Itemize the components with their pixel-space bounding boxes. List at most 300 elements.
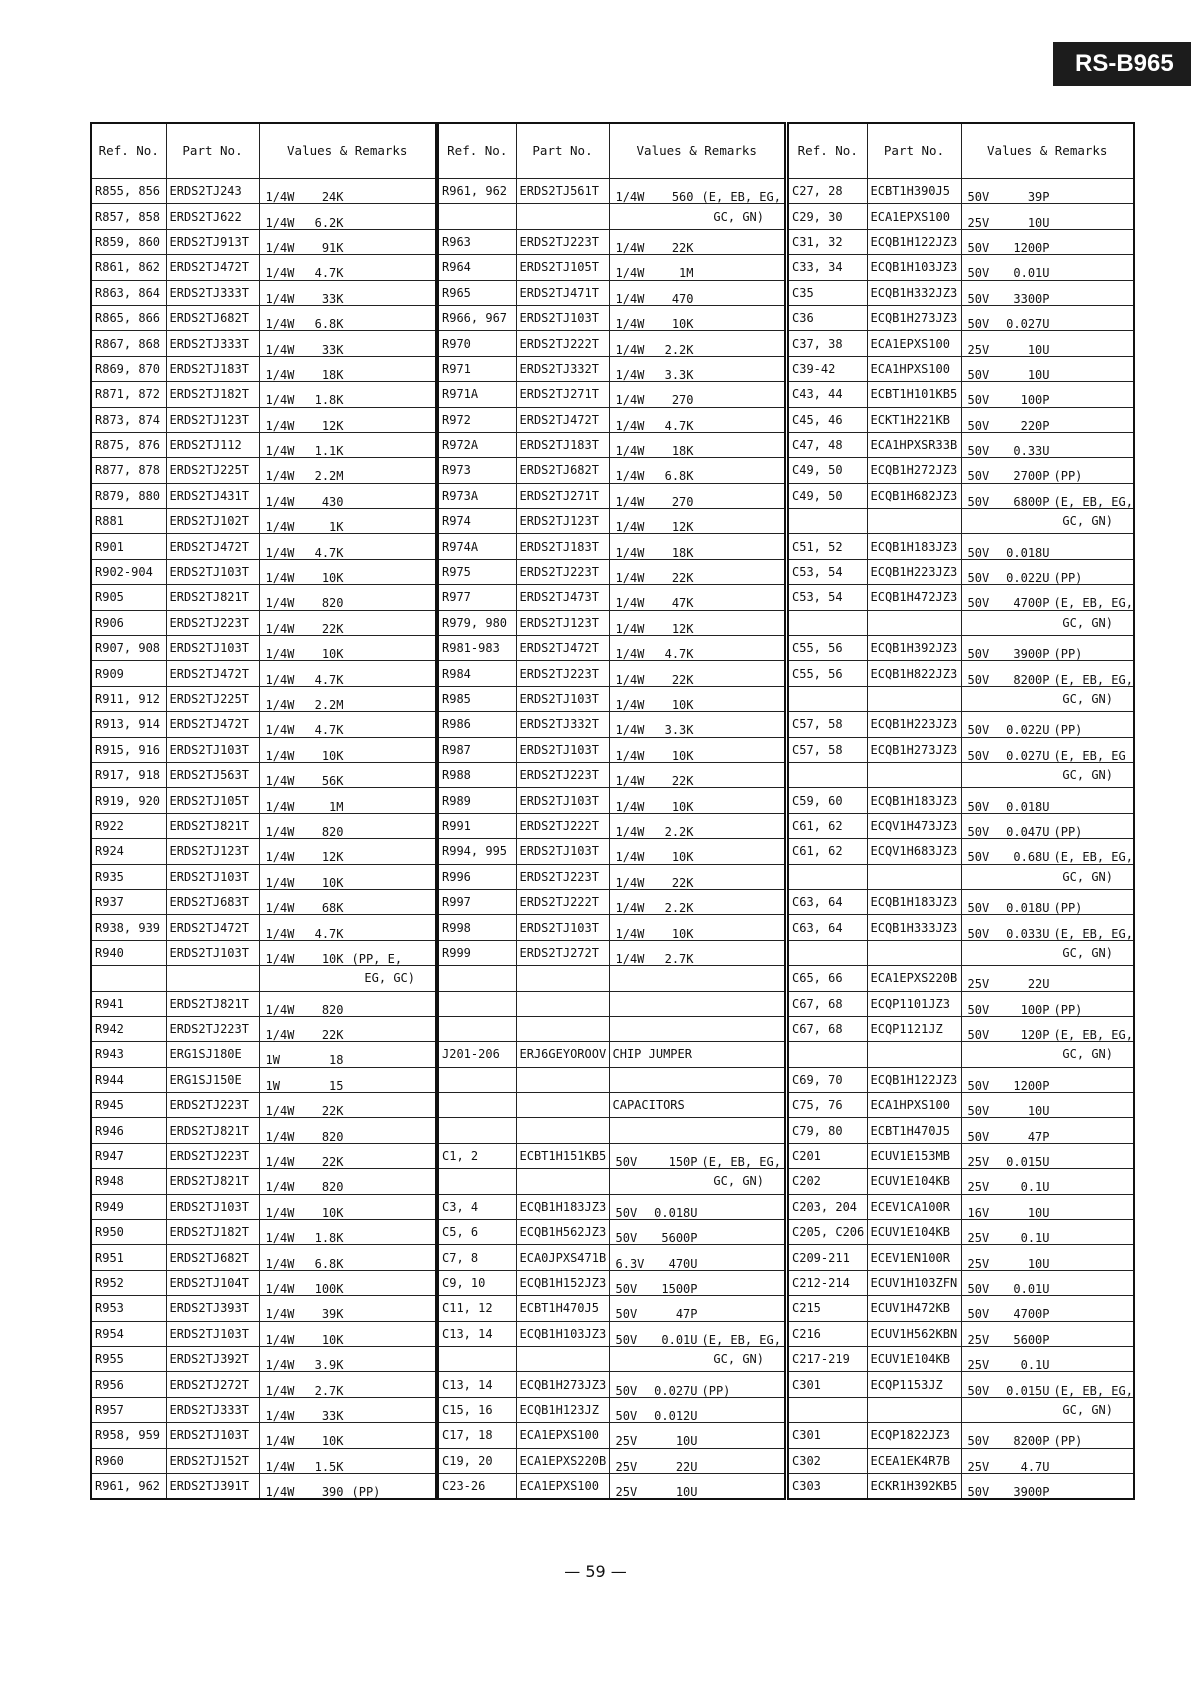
- part-no-cell: ERDS2TJ391T: [166, 1473, 259, 1499]
- table-row: [91, 407, 436, 432]
- table-row: [438, 1296, 785, 1321]
- ref-no-cell: C67, 68: [788, 1016, 867, 1041]
- values-remarks-cell: EG, GC): [259, 966, 436, 991]
- table-row: [91, 1270, 436, 1295]
- rating: 1/4W: [265, 1307, 295, 1322]
- table-row: [91, 712, 436, 737]
- values-remarks-cell: [259, 534, 436, 559]
- ref-no-cell: C75, 76: [788, 1093, 867, 1118]
- value: 6.8K: [314, 317, 344, 331]
- part-no-cell: ECQB1H273JZ3: [867, 305, 961, 330]
- table-row: [91, 788, 436, 813]
- table-row: [788, 1296, 1134, 1321]
- part-no-cell: ERDS2TJ182T: [166, 1220, 259, 1245]
- values-remarks-cell: [609, 610, 785, 635]
- part-no-cell: [867, 1042, 961, 1067]
- value: 2.2K: [664, 824, 694, 839]
- table-row: [438, 1245, 785, 1270]
- rating: 1/4W: [615, 291, 645, 306]
- part-no-cell: ERDS2TJ222T: [516, 813, 609, 838]
- values-remarks-cell: [609, 915, 785, 940]
- value: 5600P: [1013, 1332, 1050, 1347]
- table-row: [91, 864, 436, 889]
- table-row: [91, 1346, 436, 1371]
- value: 820: [321, 1129, 344, 1144]
- rating: 1/4W: [265, 1002, 295, 1017]
- ref-no-cell: C63, 64: [788, 915, 867, 940]
- part-no-cell: ERDS2TJ223T: [516, 559, 609, 584]
- values-remarks-cell: [609, 1448, 785, 1473]
- rating: 50V: [967, 901, 990, 915]
- remark: (E, EB, EG,: [1053, 672, 1133, 687]
- values-remarks-cell: [259, 788, 436, 813]
- part-no-cell: ECQB1H272JZ3: [867, 458, 961, 483]
- table-row: [438, 280, 785, 305]
- values-remarks-cell: [961, 1448, 1134, 1473]
- ref-no-cell: R922: [91, 813, 166, 838]
- table-row: [91, 305, 436, 330]
- header-values-remarks: Values & Remarks: [961, 123, 1134, 179]
- values-remarks-cell: [609, 1296, 785, 1321]
- rating: 1/4W: [265, 875, 295, 890]
- ref-no-cell: R905: [91, 585, 166, 610]
- rating: 1/4W: [265, 1231, 295, 1245]
- ref-no-cell: C203, 204: [788, 1194, 867, 1219]
- values-remarks-cell: [961, 788, 1134, 813]
- table-row: [788, 1448, 1134, 1473]
- rating: 1/4W: [615, 494, 645, 509]
- values-remarks-cell: [259, 686, 436, 711]
- ref-no-cell: R907, 908: [91, 636, 166, 661]
- table-row: [438, 839, 785, 864]
- ref-no-cell: C31, 32: [788, 229, 867, 254]
- ref-no-cell: C9, 10: [438, 1270, 516, 1295]
- table-row: [438, 610, 785, 635]
- rating: 1/4W: [265, 1485, 295, 1500]
- ref-no-cell: R964: [438, 255, 516, 280]
- values-remarks-cell: [259, 483, 436, 508]
- value: 1.8K: [314, 1231, 344, 1245]
- table-row: [788, 1143, 1134, 1168]
- rating: 1/4W: [615, 342, 645, 357]
- rating: 1/4W: [265, 774, 295, 788]
- part-no-cell: ERDS2TJ821T: [166, 1169, 259, 1194]
- value: 10U: [1027, 215, 1050, 230]
- rating: 1/4W: [615, 647, 645, 661]
- table-row: [788, 661, 1134, 686]
- values-remarks-cell: [609, 1423, 785, 1448]
- table-row: [91, 585, 436, 610]
- value: 10U: [1027, 342, 1050, 357]
- part-no-cell: [867, 610, 961, 635]
- ref-no-cell: C57, 58: [788, 712, 867, 737]
- ref-no-cell: C36: [788, 305, 867, 330]
- ref-no-cell: C53, 54: [788, 559, 867, 584]
- ref-no-cell: [91, 966, 166, 991]
- ref-no-cell: R985: [438, 686, 516, 711]
- table-row: [438, 762, 785, 787]
- page-number: — 59 —: [564, 1562, 627, 1581]
- ref-no-cell: C15, 16: [438, 1397, 516, 1422]
- ref-no-cell: R855, 856: [91, 179, 166, 204]
- remark: (PP): [701, 1383, 731, 1398]
- ref-no-cell: [788, 1042, 867, 1067]
- header-part-no: Part No.: [516, 123, 609, 179]
- value: 4.7K: [314, 723, 344, 738]
- value: 8200P: [1013, 1434, 1050, 1449]
- rating: 50V: [967, 723, 990, 738]
- table-row: [788, 813, 1134, 838]
- values-remarks-cell: [259, 509, 436, 534]
- table-row: [438, 407, 785, 432]
- ref-no-cell: R971A: [438, 382, 516, 407]
- value: 39P: [1027, 190, 1050, 204]
- part-no-cell: ERDS2TJ913T: [166, 229, 259, 254]
- rating: 50V: [615, 1205, 638, 1220]
- table-row: [788, 991, 1134, 1016]
- ref-no-cell: C209-211: [788, 1245, 867, 1270]
- ref-no-cell: [438, 204, 516, 229]
- value: 18K: [671, 444, 694, 458]
- rating: 1/4W: [615, 672, 645, 687]
- table-row: [91, 1169, 436, 1194]
- ref-no-cell: [788, 686, 867, 711]
- ref-no-cell: R975: [438, 559, 516, 584]
- value: 33K: [321, 1408, 344, 1423]
- part-no-cell: ERDS2TJ102T: [166, 509, 259, 534]
- ref-no-cell: [438, 966, 516, 991]
- rating: 50V: [967, 317, 990, 331]
- value: 10U: [1027, 1104, 1050, 1118]
- table-row: [91, 1194, 436, 1219]
- remark: (PP): [351, 1485, 381, 1500]
- part-no-cell: ERDS2TJ333T: [166, 331, 259, 356]
- part-no-cell: [867, 864, 961, 889]
- ref-no-cell: [438, 991, 516, 1016]
- rating: 1/4W: [615, 901, 645, 915]
- rating: 25V: [615, 1459, 638, 1474]
- rating: 1/4W: [265, 444, 295, 458]
- ref-no-cell: C201: [788, 1143, 867, 1168]
- values-remarks-cell: GC, GN): [961, 1397, 1134, 1422]
- rating: 1/4W: [615, 951, 645, 966]
- part-no-cell: ECQB1H562JZ3: [516, 1220, 609, 1245]
- rating: 25V: [967, 1180, 990, 1195]
- ref-no-cell: R996: [438, 864, 516, 889]
- value: 0.015U: [1006, 1155, 1050, 1169]
- rating: 50V: [967, 393, 990, 408]
- part-no-cell: ERDS2TJ105T: [516, 255, 609, 280]
- part-no-cell: ECA1EPXS100: [867, 331, 961, 356]
- value: 10K: [321, 875, 344, 890]
- rating: 1/4W: [265, 266, 295, 281]
- value: 0.027U: [1006, 748, 1050, 763]
- values-remarks-cell: [259, 1372, 436, 1397]
- values-remarks-cell: [961, 661, 1134, 686]
- part-no-cell: ERDS2TJ431T: [166, 483, 259, 508]
- values-remarks-cell: [609, 432, 785, 457]
- values-remarks-cell: [259, 1016, 436, 1041]
- rating: 6.3V: [615, 1256, 645, 1271]
- table-row: [438, 204, 785, 229]
- ref-no-cell: [788, 762, 867, 787]
- rating: 50V: [967, 799, 990, 814]
- table-row: [91, 940, 436, 965]
- part-no-cell: ECEA1EK4R7B: [867, 1448, 961, 1473]
- ref-no-cell: R950: [91, 1220, 166, 1245]
- values-remarks-cell: [961, 1194, 1134, 1219]
- rating: 50V: [967, 1104, 990, 1118]
- ref-no-cell: C216: [788, 1321, 867, 1346]
- rating: 1/4W: [615, 799, 645, 814]
- ref-no-cell: R987: [438, 737, 516, 762]
- part-no-cell: ERDS2TJ123T: [516, 610, 609, 635]
- rating: 1/4W: [265, 824, 295, 839]
- value: 12K: [671, 621, 694, 636]
- part-no-cell: ERDS2TJ183T: [516, 534, 609, 559]
- values-remarks-cell: [259, 610, 436, 635]
- rating: 1/4W: [615, 698, 645, 712]
- value: 10K: [671, 850, 694, 865]
- parts-table-right: [787, 122, 1135, 1500]
- part-no-cell: ECQB1H152JZ3: [516, 1270, 609, 1295]
- ref-no-cell: R971: [438, 356, 516, 381]
- values-remarks-cell: [259, 229, 436, 254]
- ref-no-cell: C35: [788, 280, 867, 305]
- part-no-cell: ECQB1H333JZ3: [867, 915, 961, 940]
- part-no-cell: ECQB1H183JZ3: [516, 1194, 609, 1219]
- ref-no-cell: R974: [438, 509, 516, 534]
- part-no-cell: ECA1EPXS100: [516, 1473, 609, 1499]
- ref-no-cell: R867, 868: [91, 331, 166, 356]
- values-remarks-cell: [609, 864, 785, 889]
- ref-no-cell: C5, 6: [438, 1220, 516, 1245]
- rating: 1/4W: [265, 799, 295, 814]
- rating: 50V: [615, 1155, 638, 1169]
- ref-no-cell: [438, 1067, 516, 1092]
- ref-no-cell: R956: [91, 1372, 166, 1397]
- values-remarks-cell: [609, 1194, 785, 1219]
- values-remarks-cell: [609, 356, 785, 381]
- table-row: [788, 1220, 1134, 1245]
- values-remarks-cell: [609, 1321, 785, 1346]
- value: 0.018U: [1006, 799, 1050, 814]
- values-remarks-cell: [961, 966, 1134, 991]
- ref-no-cell: [438, 1093, 516, 1118]
- part-no-cell: ERG1SJ150E: [166, 1067, 259, 1092]
- values-remarks-cell: CAPACITORS: [609, 1093, 785, 1118]
- remark: (PP): [1053, 647, 1083, 661]
- table-row: [788, 1397, 1134, 1422]
- rating: 1/4W: [615, 266, 645, 281]
- rating: 50V: [967, 926, 990, 941]
- value: 10K: [321, 647, 344, 661]
- rating: 25V: [967, 342, 990, 357]
- values-remarks-cell: [961, 305, 1134, 330]
- part-no-cell: ECUV1H562KBN: [867, 1321, 961, 1346]
- table-row: [788, 458, 1134, 483]
- table-row: [788, 280, 1134, 305]
- table-row: [438, 915, 785, 940]
- table-row: [91, 915, 436, 940]
- ref-no-cell: R873, 874: [91, 407, 166, 432]
- values-remarks-cell: [609, 813, 785, 838]
- values-remarks-cell: [259, 1143, 436, 1168]
- values-remarks-cell: [609, 559, 785, 584]
- table-row: [788, 1270, 1134, 1295]
- part-no-cell: ERDS2TJ152T: [166, 1448, 259, 1473]
- part-no-cell: ECQB1H122JZ3: [867, 229, 961, 254]
- value: 150P: [668, 1155, 698, 1169]
- table-row: [438, 1118, 785, 1143]
- value: 0.022U: [1006, 571, 1050, 585]
- rating: 50V: [967, 1129, 990, 1144]
- values-remarks-cell: [961, 1118, 1134, 1143]
- value: 820: [321, 824, 344, 839]
- table-row: [438, 940, 785, 965]
- values-remarks-cell: [609, 1118, 785, 1143]
- table-row: [91, 636, 436, 661]
- remark: (PP): [1053, 723, 1083, 738]
- ref-no-cell: C11, 12: [438, 1296, 516, 1321]
- value: 2.2K: [664, 342, 694, 357]
- table-row: [788, 229, 1134, 254]
- values-remarks-cell: [961, 585, 1134, 610]
- ref-no-cell: R954: [91, 1321, 166, 1346]
- table-row: [438, 864, 785, 889]
- table-row: [438, 255, 785, 280]
- value: 18K: [321, 367, 344, 382]
- rating: 1/4W: [615, 926, 645, 941]
- values-remarks-cell: [259, 889, 436, 914]
- rating: 1/4W: [615, 723, 645, 738]
- value: 820: [321, 1180, 344, 1195]
- value: 1.1K: [314, 444, 344, 458]
- part-no-cell: ERDS2TJ103T: [166, 737, 259, 762]
- value: 22K: [321, 1028, 344, 1042]
- header-part-no: Part No.: [867, 123, 961, 179]
- values-remarks-cell: [609, 966, 785, 991]
- table-row: [91, 356, 436, 381]
- value: 1K: [329, 520, 344, 534]
- value: 22K: [671, 875, 694, 890]
- ref-no-cell: R941: [91, 991, 166, 1016]
- values-remarks-cell: [961, 229, 1134, 254]
- ref-no-cell: R917, 918: [91, 762, 166, 787]
- ref-no-cell: C49, 50: [788, 458, 867, 483]
- values-remarks-cell: [961, 1143, 1134, 1168]
- table-row: [438, 458, 785, 483]
- rating: 1/4W: [615, 469, 645, 484]
- part-no-cell: ERDS2TJ103T: [516, 737, 609, 762]
- value: 10K: [321, 748, 344, 763]
- values-remarks-cell: [961, 331, 1134, 356]
- table-row: [788, 1016, 1134, 1041]
- values-remarks-cell: [609, 661, 785, 686]
- values-remarks-cell: GC, GN): [961, 610, 1134, 635]
- values-remarks-cell: [609, 1473, 785, 1499]
- remark: (E, EB, EG,: [701, 1155, 781, 1169]
- table-row: [91, 813, 436, 838]
- ref-no-cell: C45, 46: [788, 407, 867, 432]
- rating: 1W: [265, 1053, 280, 1068]
- header-ref-no: Ref. No.: [438, 123, 516, 179]
- table-row: [788, 1169, 1134, 1194]
- value: 0.015U: [1006, 1383, 1050, 1398]
- value: 47P: [675, 1307, 698, 1322]
- part-no-cell: ERDS2TJ683T: [166, 889, 259, 914]
- model-badge: RS-B965: [1053, 42, 1191, 86]
- ref-no-cell: R965: [438, 280, 516, 305]
- table-row: [438, 788, 785, 813]
- values-remarks-cell: [259, 991, 436, 1016]
- table-row: [91, 1397, 436, 1422]
- ref-no-cell: C69, 70: [788, 1067, 867, 1092]
- values-remarks-cell: [609, 1143, 785, 1168]
- table-row: [91, 255, 436, 280]
- values-remarks-cell: [259, 255, 436, 280]
- values-remarks-cell: [609, 331, 785, 356]
- values-remarks-cell: [961, 1270, 1134, 1295]
- values-remarks-cell: [961, 1067, 1134, 1092]
- value: 820: [321, 1002, 344, 1017]
- part-no-cell: ERDS2TJ103T: [166, 1423, 259, 1448]
- part-no-cell: ERDS2TJ392T: [166, 1346, 259, 1371]
- values-remarks-cell: [961, 458, 1134, 483]
- ref-no-cell: R994, 995: [438, 839, 516, 864]
- table-row: [91, 1118, 436, 1143]
- ref-no-cell: R973: [438, 458, 516, 483]
- part-no-cell: ERDS2TJ103T: [516, 839, 609, 864]
- rating: 50V: [967, 1028, 990, 1042]
- value: 15: [329, 1078, 344, 1093]
- value: 0.01U: [1013, 1281, 1050, 1296]
- rating: 50V: [615, 1332, 638, 1347]
- ref-no-cell: [788, 864, 867, 889]
- part-no-cell: ECA0JPXS471B: [516, 1245, 609, 1270]
- values-remarks-cell: [961, 534, 1134, 559]
- value: 6800P: [1013, 494, 1050, 509]
- ref-no-cell: R861, 862: [91, 255, 166, 280]
- part-no-cell: ERDS2TJ471T: [516, 280, 609, 305]
- value: 10K: [671, 748, 694, 763]
- values-remarks-cell: [961, 1423, 1134, 1448]
- values-remarks-cell: GC, GN): [961, 509, 1134, 534]
- part-no-cell: ERDS2TJ123T: [166, 839, 259, 864]
- table-row: [438, 1397, 785, 1422]
- value: 560: [671, 190, 694, 204]
- part-no-cell: ERDS2TJ821T: [166, 585, 259, 610]
- rating: 50V: [967, 190, 990, 204]
- values-remarks-cell: [609, 509, 785, 534]
- ref-no-cell: R958, 959: [91, 1423, 166, 1448]
- table-row: [91, 991, 436, 1016]
- part-no-cell: ECQP1153JZ: [867, 1372, 961, 1397]
- rating: 50V: [967, 824, 990, 839]
- ref-no-cell: R998: [438, 915, 516, 940]
- value: 0.01U: [1013, 266, 1050, 281]
- ref-no-cell: R911, 912: [91, 686, 166, 711]
- table-row: [91, 1448, 436, 1473]
- value: 4700P: [1013, 1307, 1050, 1322]
- ref-no-cell: R857, 858: [91, 204, 166, 229]
- part-no-cell: ERDS2TJ103T: [166, 1321, 259, 1346]
- values-remarks-cell: [259, 458, 436, 483]
- rating: 50V: [967, 1307, 990, 1322]
- table-row: [91, 432, 436, 457]
- values-remarks-cell: [259, 356, 436, 381]
- ref-no-cell: C217-219: [788, 1346, 867, 1371]
